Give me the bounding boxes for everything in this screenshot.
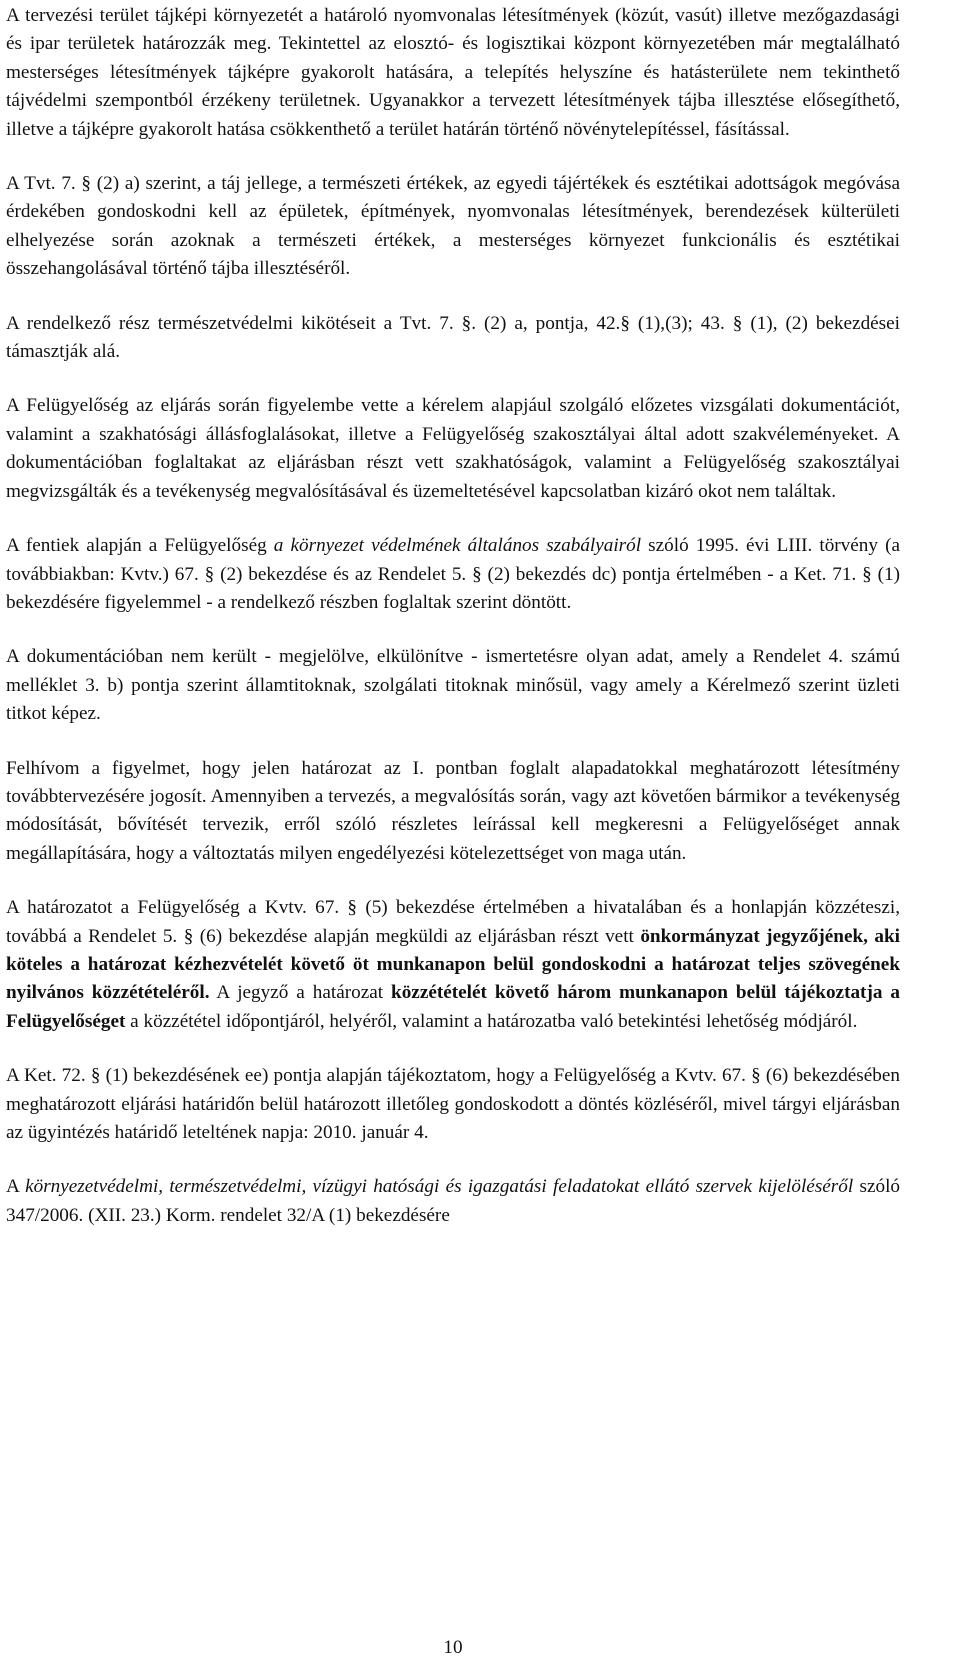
text-segment: A Tvt. 7. § (2) a) szerint, a táj jellege, a természeti értékek, az egyedi tájértékek és esztétikai adottságok megóvása érdekében gondoskodni kell az épületek, építmények, nyomvonalas létesítmények, berendezések külterületi elhelyezése során azoknak a természeti értékek, a mesterséges környezet funkcionális és esztétikai összehangolásával történő tájba illesztéséről. (6, 173, 900, 280)
italic-law-title: környezetvédelmi, természetvédelmi, vízügyi hatósági és igazgatási feladatokat ellátó szervek kijelöléséről (25, 1176, 854, 1198)
text-segment: A fentiek alapján a Felügyelőség (6, 535, 274, 557)
paragraph (6, 643, 900, 728)
text-segment: A dokumentációban nem került - megjelölve, elkülönítve - ismertetésre olyan adat, amely a Rendelet 4. számú melléklet 3. b) pontja szerint államtitoknak, szolgálati titoknak minősül, vagy amely a Kérelmező szerint üzleti titkot képez. (6, 646, 900, 725)
paragraph (6, 532, 900, 617)
document-page (6, 2, 900, 1230)
text-segment: A határozatot a Felügyelőség a Kvtv. 67. § (5) bekezdése értelmében a hivatalában és a honlapján közzéteszi, továbbá a Rendelet 5. § (6) bekezdése alapján megküldi az eljárásban részt vett (6, 897, 900, 947)
text-segment: szóló 347/2006. (XII. 23.) Korm. rendelet 32/A (1) bekezdésére (6, 1176, 900, 1226)
text-segment: szóló 1995. évi LIII. törvény (a továbbiakban: Kvtv.) 67. § (2) bekezdése és az Rendelet 5. § (2) bekezdés dc) pontja értelmében - a Ket. 71. § (1) bekezdésére figyelemmel - a rendelkező részben foglaltak szerint döntött. (6, 535, 900, 613)
text-segment: A Ket. 72. § (1) bekezdésének ee) pontja alapján tájékoztatom, hogy a Felügyelőség a Kvtv. 67. § (6) bekezdésében meghatározott eljárási határidőn belül határozott illetőleg gondoskodott a döntés közléséről, mivel tárgyi eljárásban az ügyintézés határidő leteltének napja: 2010. január 4. (6, 1065, 900, 1143)
paragraph (6, 1062, 900, 1147)
text-segment: A Felügyelőség az eljárás során figyelembe vette a kérelem alapjául szolgáló előzetes vizsgálati dokumentációt, valamint a szakhatósági állásfoglalásokat, illetve a Felügyelőség szakosztályai által adott szakvéleményeket. A dokumentációban foglaltakat az eljárásban részt vett szakhatóságok, valamint a Felügyelőség szakosztályai megvizsgálták és a tevékenység megvalósításával és üzemeltetésével kapcsolatban kizáró okot nem találtak. (6, 395, 900, 502)
text-segment: A jegyző a határozat (209, 982, 392, 1004)
paragraph (6, 310, 900, 367)
paragraph (6, 170, 900, 284)
bold-obligation-text: közzétételét követő három munkanapon belül tájékoztatja a Felügyelőséget (6, 982, 900, 1032)
bold-obligation-text: önkormányzat jegyzőjének, aki köteles a határozat kézhezvételét követő öt munkanapon belül gondoskodni a határozat teljes szövegének nyilvános közzétételéről. (6, 925, 901, 1004)
italic-law-title: a környezet védelmének általános szabályairól (273, 535, 642, 557)
paragraph (6, 2, 900, 144)
text-segment: a közzététel időpontjáról, helyéről, valamint a határozatba való betekintési lehetőség módjáról. (125, 1010, 858, 1032)
paragraph (6, 392, 900, 506)
text-segment: A (6, 1176, 26, 1198)
paragraph (6, 755, 900, 869)
page-number: 10 (443, 1637, 463, 1658)
text-segment: A rendelkező rész természetvédelmi kikötéseit a Tvt. 7. §. (2) a, pontja, 42.§ (1),(3); 43. § (1), (2) bekezdései támasztják alá. (6, 312, 900, 363)
text-segment: Felhívom a figyelmet, hogy jelen határozat az I. pontban foglalt alapadatokkal meghatározott létesítmény továbbtervezésére jogosít. Amennyiben a tervezés, a megvalósítás során, vagy azt követően bármikor a tevékenység módosítását, bővítését tervezik, erről szóló részletes leírással kell megkeresni a Felügyelőséget annak megállapítására, hogy a változtatás milyen engedélyezési kötelezettséget von maga után. (6, 757, 900, 864)
paragraph (6, 1173, 900, 1230)
paragraph (6, 894, 900, 1036)
text-segment: A tervezési terület tájképi környezetét a határoló nyomvonalas létesítmények (közút, vasút) illetve mezőgazdasági és ipar területek határozzák meg. Tekintettel az elosztó- és logisztikai központ környezetében már megtalálható mesterséges létesítmények tájképre gyakorolt hatására, a telepítés helyszíne és hatásterülete nem tekinthető tájvédelmi szempontból érzékeny területnek. Ugyanakkor a tervezett létesítmények tájba illesztése elősegíthető, illetve a tájképre gyakorolt hatása csökkenthető a terület határán történő növénytelepítéssel, fásítással. (6, 5, 900, 140)
